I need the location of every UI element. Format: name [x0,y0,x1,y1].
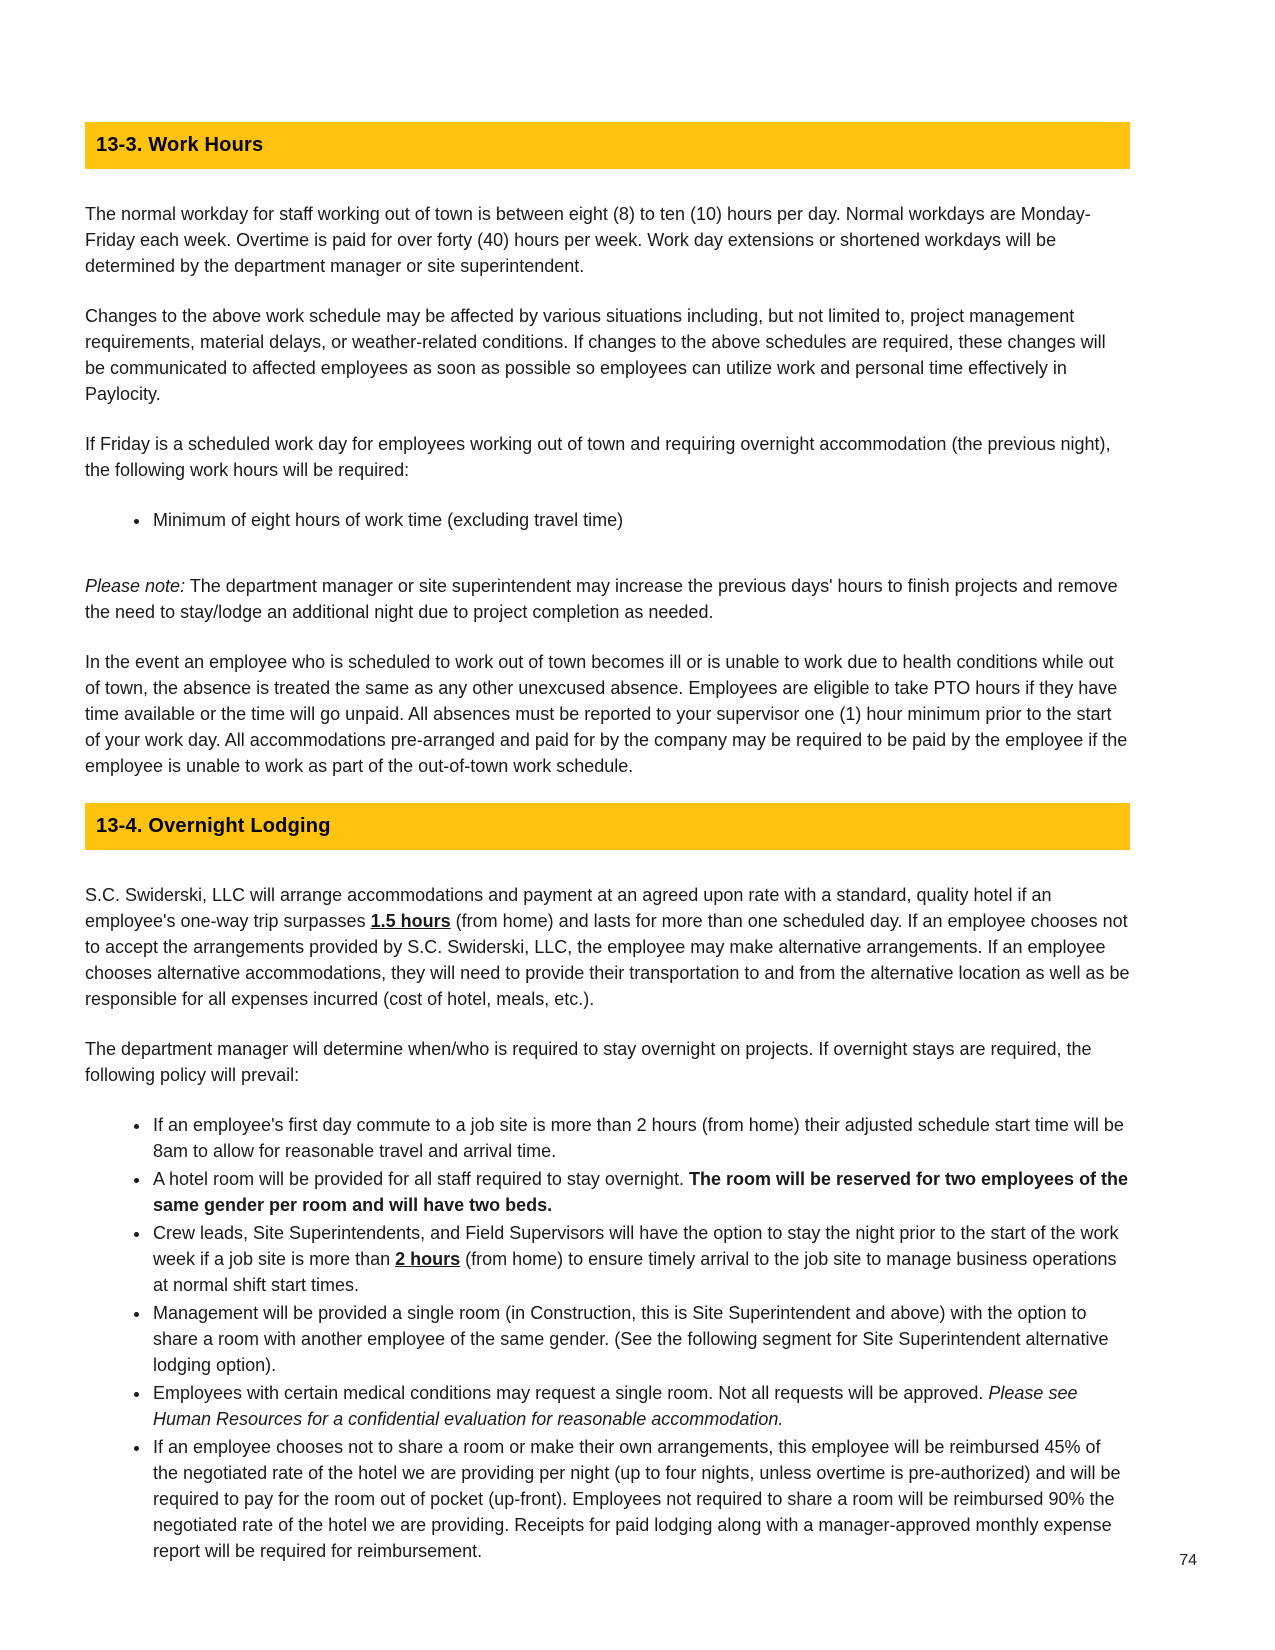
bullet-item [151,1220,1130,1298]
text-run: (from home) to ensure timely arrival to the job site to manage business operations at normal shift start times. [153,1249,1117,1295]
bullet-item [151,1380,1130,1432]
text-run: If Friday is a scheduled work day for employees working out of town and requiring overnight accommodation (the previous night), the following work hours will be required: [85,434,1111,480]
section-title-work-hours: 13-3. Work Hours [96,134,264,156]
bullet-item [151,507,1130,533]
text-run: 2 hours [395,1249,461,1269]
page-content [85,122,1130,1604]
text-run: S.C. Swiderski, LLC will arrange accommodations and payment at an agreed upon rate with a standard, quality hotel if an employee's one-way trip surpasses [85,885,1052,931]
text-run: If an employee's first day commute to a job site is more than 2 hours (from home) their adjusted schedule start time will be 8am to allow for reasonable travel and arrival time. [153,1115,1124,1161]
section-header-work-hours [85,122,1130,169]
paragraph [85,431,1130,483]
text-run: The room will be reserved for two employees of the same gender per room and will have two beds. [153,1169,1129,1215]
bullet-list [85,1112,1130,1564]
paragraph [85,649,1130,779]
paragraph [85,882,1130,1012]
text-run: The department manager or site superintendent may increase the previous days' hours to finish projects and remove the need to stay/lodge an additional night due to project completion as needed. [85,576,1118,622]
page-number: 74 [1179,1552,1197,1569]
text-run: A hotel room will be provided for all staff required to stay overnight. [153,1169,689,1189]
paragraph [85,573,1130,625]
bullet-item [151,1300,1130,1378]
text-run: Management will be provided a single room (in Construction, this is Site Superintendent and above) with the option to share a room with another employee of the same gender. (See the following segment for Site Superintendent alternative lodging option). [153,1303,1109,1375]
section-body-work-hours [85,201,1130,779]
bullet-item [151,1112,1130,1164]
paragraph [85,201,1130,279]
section-overnight-lodging [85,803,1130,1564]
text-run: The department manager will determine when/who is required to stay overnight on projects. If overnight stays are required, the following policy will prevail: [85,1039,1092,1085]
paragraph [85,1036,1130,1088]
bullet-item [151,1434,1130,1564]
bullet-item [151,1166,1130,1218]
text-run: Crew leads, Site Superintendents, and Field Supervisors will have the option to stay the night prior to the start of the work week if a job site is more than [153,1223,1119,1269]
text-run: Please note: [85,576,186,596]
text-run: Changes to the above work schedule may be affected by various situations including, but not limited to, project management requirements, material delays, or weather-related conditions. If changes to the above schedules are required, these changes will be communicated to affected employees as soon as possible so employees can utilize work and personal time effectively in Paylocity. [85,306,1106,404]
bullet-list [85,507,1130,533]
text-run: Minimum of eight hours of work time (excluding travel time) [153,510,624,530]
text-run: Please see Human Resources for a confidential evaluation for reasonable accommodation. [153,1383,1078,1429]
section-work-hours [85,122,1130,779]
text-run: (from home) and lasts for more than one scheduled day. If an employee chooses not to accept the arrangements provided by S.C. Swiderski, LLC, the employee may make alternative arrangements. If an employee chooses alternative accommodations, they will need to provide their transportation to and from the alternative location as well as be responsible for all expenses incurred (cost of hotel, meals, etc.). [85,911,1130,1009]
text-run: Employees with certain medical conditions may request a single room. Not all requests will be approved. [153,1383,989,1403]
text-run: The normal workday for staff working out of town is between eight (8) to ten (10) hours per day. Normal workdays are Monday-Friday each week. Overtime is paid for over forty (40) hours per week. Work day extensions or shortened workdays will be determined by the department manager or site superintendent. [85,204,1091,276]
section-title-overnight-lodging: 13-4. Overnight Lodging [96,815,331,837]
paragraph [85,303,1130,407]
text-run: If an employee chooses not to share a room or make their own arrangements, this employee will be reimbursed 45% of the negotiated rate of the hotel we are providing per night (up to four nights, unless overtime is pre-authorized) and will be required to pay for the room out of pocket (up-front). Employees not required to share a room will be reimbursed 90% the negotiated rate of the hotel we are providing. Receipts for paid lodging along with a manager-approved monthly expense report will be required for reimbursement. [153,1437,1121,1561]
section-body-overnight-lodging [85,882,1130,1564]
text-run: In the event an employee who is scheduled to work out of town becomes ill or is unable to work due to health conditions while out of town, the absence is treated the same as any other unexcused absence. Employees are eligible to take PTO hours if they have time available or the time will go unpaid. All absences must be reported to your supervisor one (1) hour minimum prior to the start of your work day. All accommodations pre-arranged and paid for by the company may be required to be paid by the employee if the employee is unable to work as part of the out-of-town work schedule. [85,652,1128,776]
text-run: 1.5 hours [370,911,451,931]
section-header-overnight-lodging [85,803,1130,850]
